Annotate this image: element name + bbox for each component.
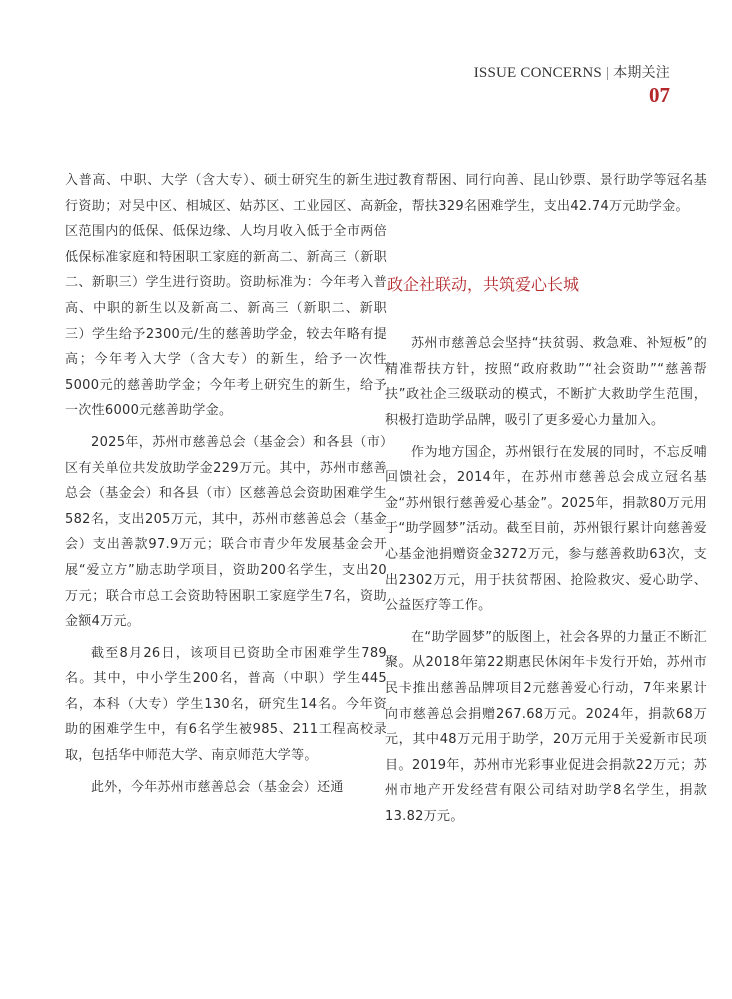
paragraph: 过教育帮困、同行向善、昆山钞票、景行助学等冠名基金，帮扶329名困难学生，支出42.74万元助学金。: [385, 173, 707, 214]
section-title-cn: 本期关注: [613, 65, 670, 81]
left-column: [65, 168, 387, 800]
section-title: [474, 62, 670, 82]
section-subheading: 政企社联动，共筑爱心长城: [387, 275, 580, 295]
paragraph: 作为地方国企，苏州银行在发展的同时，不忘反哺回馈社会，2014年，在苏州市慈善总会成立冠名基金“苏州银行慈善爱心基金”。2025年，捐款80万元用于“助学圆梦”活动。截至目前，苏州银行累计向慈善爱心基金池捐赠资金3272万元，参与慈善救助63次，支出2302万元，用于扶贫帮困、抢险救灾、爱心助学、公益医疗等工作。: [385, 444, 707, 614]
paragraph: 截至8月26日，该项目已资助全市困难学生789名。其中，中小学生200名，普高（中职）学生445名，本科（大专）学生130名，研究生14名。今年资助的困难学生中，有6名学生被985、211工程高校录取，包括华中师范大学、南京师范大学等。: [65, 645, 387, 764]
paragraph: 入普高、中职、大学（含大专）、硕士研究生的新生进行资助；对吴中区、相城区、姑苏区、工业园区、高新区范围内的低保、低保边缘、人均月收入低于全市两倍低保标准家庭和特困职工家庭的新高二、新高三（新职二、新职三）学生进行资助。资助标准为：今年考入普高、中职的新生以及新高二、新高三（新职二、新职三）学生给予2300元/生的慈善助学金，较去年略有提高；今年考入大学（含大专）的新生，给予一次性5000元的慈善助学金；今年考上研究生的新生，给予一次性6000元慈善助学金。: [65, 173, 387, 419]
right-column: [385, 168, 707, 829]
paragraph: 2025年，苏州市慈善总会（基金会）和各县（市）区有关单位共发放助学金229万元。其中，苏州市慈善总会（基金会）和各县（市）区慈善总会资助困难学生582名，支出205万元，其中，苏州市慈善总会（基金会）支出善款97.9万元；联合市青少年发展基金会开展“爱立方”励志助学项目，资助200名学生，支出20万元；联合市总工会资助特困职工家庭学生7名，资助金额4万元。: [65, 434, 387, 630]
paragraph: 此外，今年苏州市慈善总会（基金会）还通: [91, 779, 344, 795]
paragraph: 在“助学圆梦”的版图上，社会各界的力量正不断汇聚。从2018年第22期惠民休闲年卡发行开始，苏州市民卡推出慈善品牌项目2元慈善爱心行动，7年来累计向市慈善总会捐赠267.68万元。2024年，捐款68万元，其中48万元用于助学，20万元用于关爱新市民项目。2019年，苏州市光彩事业促进会捐款22万元；苏州市地产开发经营有限公司结对助学8名学生，捐款13.82万元。: [385, 629, 707, 824]
paragraph: 苏州市慈善总会坚持“扶贫弱、救急难、补短板”的精准帮扶方针，按照“政府救助”“社会资助”“慈善帮扶”政社企三级联动的模式，不断扩大救助学生范围，积极打造助学品牌，吸引了更多爱心力量加入。: [385, 336, 707, 428]
page-number: 07: [649, 83, 670, 107]
header-separator: |: [605, 65, 610, 81]
running-header: [474, 62, 670, 106]
section-title-en: ISSUE CONCERNS: [473, 65, 602, 81]
